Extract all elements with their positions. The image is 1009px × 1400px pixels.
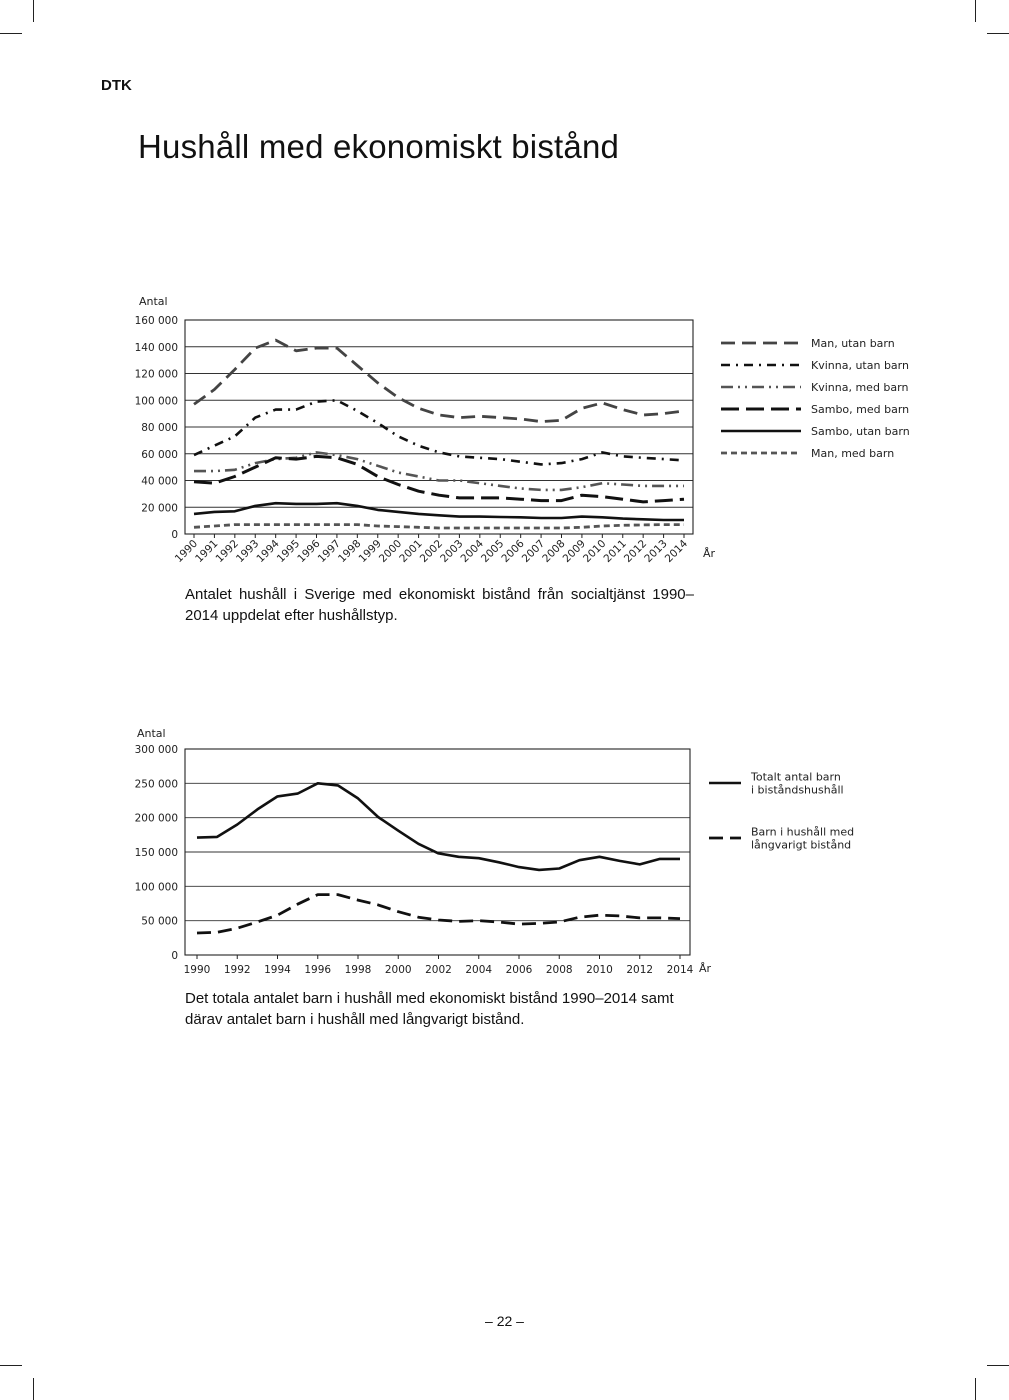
x-tick-label: 2006 <box>499 537 527 566</box>
x-tick-label: 1994 <box>264 964 291 976</box>
y-tick-label: 100 000 <box>134 881 178 894</box>
x-tick-label: 2011 <box>601 537 629 566</box>
x-axis-label: År <box>699 962 712 975</box>
legend-label: Man, utan barn <box>811 337 895 350</box>
x-tick-label: 2002 <box>425 964 452 976</box>
x-tick-label: 2007 <box>519 537 548 566</box>
x-tick-label: 1992 <box>213 537 241 566</box>
x-tick-label: 2010 <box>586 964 613 976</box>
legend-label: Sambo, utan barn <box>811 425 910 438</box>
x-tick-label: 1991 <box>193 537 221 566</box>
y-tick-label: 140 000 <box>134 341 178 354</box>
legend-label: Kvinna, med barn <box>811 381 909 394</box>
crop-mark <box>987 1365 1009 1366</box>
y-tick-label: 300 000 <box>134 744 178 756</box>
running-header: DTK <box>101 77 132 94</box>
x-tick-label: 2000 <box>376 537 405 566</box>
legend-label: Kvinna, utan barn <box>811 359 909 372</box>
y-tick-label: 200 000 <box>134 812 178 825</box>
x-tick-label: 1998 <box>336 537 364 566</box>
x-tick-label: 2008 <box>540 537 568 566</box>
x-axis-label: År <box>703 547 716 560</box>
y-tick-label: 0 <box>171 529 178 541</box>
page-title: Hushåll med ekonomiskt bistånd <box>138 128 620 165</box>
legend-label: långvarigt bistånd <box>751 838 852 852</box>
y-tick-label: 40 000 <box>141 475 178 488</box>
y-tick-label: 80 000 <box>141 422 178 434</box>
x-tick-label: 2004 <box>458 537 486 566</box>
y-tick-label: 0 <box>171 950 178 962</box>
y-tick-label: 60 000 <box>141 448 178 461</box>
y-tick-label: 50 000 <box>141 915 178 928</box>
x-tick-label: 2000 <box>384 964 412 976</box>
y-axis-label: Antal <box>139 295 168 308</box>
x-tick-label: 1990 <box>183 964 211 976</box>
y-axis-label: Antal <box>137 727 166 740</box>
series-line <box>197 895 680 933</box>
x-tick-label: 2013 <box>642 537 670 566</box>
x-tick-label: 2002 <box>417 537 446 566</box>
x-tick-label: 1990 <box>172 537 201 566</box>
x-tick-label: 2001 <box>397 537 425 566</box>
x-tick-label: 2012 <box>626 964 654 976</box>
y-tick-label: 160 000 <box>134 315 178 327</box>
x-tick-label: 2004 <box>465 964 493 976</box>
x-tick-label: 1995 <box>274 537 303 566</box>
x-tick-label: 2014 <box>662 537 691 566</box>
x-tick-label: 1992 <box>223 964 251 976</box>
x-tick-label: 1997 <box>315 537 344 566</box>
x-tick-label: 2006 <box>505 964 533 976</box>
crop-mark <box>0 1365 22 1366</box>
y-tick-label: 120 000 <box>134 368 178 381</box>
legend-label: Sambo, med barn <box>811 403 910 416</box>
legend-label: Man, med barn <box>811 447 895 460</box>
legend-label: Barn i hushåll med <box>751 825 855 839</box>
x-tick-label: 2014 <box>666 964 694 976</box>
x-tick-label: 2012 <box>621 537 650 566</box>
x-tick-label: 2008 <box>545 964 573 976</box>
x-tick-label: 1993 <box>233 537 262 566</box>
legend-label: i biståndshushåll <box>751 783 844 797</box>
legend-label: Totalt antal barn <box>751 770 841 784</box>
x-tick-label: 2005 <box>478 537 507 566</box>
x-tick-label: 2003 <box>438 537 466 566</box>
page-number: – 22 – <box>485 1313 524 1329</box>
x-tick-label: 1998 <box>344 964 372 976</box>
y-tick-label: 100 000 <box>134 395 178 408</box>
y-tick-label: 150 000 <box>134 847 178 859</box>
crop-mark <box>975 1378 976 1400</box>
series-line <box>197 783 680 870</box>
chart1-caption: Antalet hushåll i Sverige med ekonomiskt bistånd från socialtjänst 1990–2014 uppdelat efter hushållstyp. <box>185 586 694 624</box>
crop-mark <box>33 1378 34 1400</box>
y-tick-label: 250 000 <box>134 778 178 791</box>
x-tick-label: 1999 <box>356 537 384 566</box>
x-tick-label: 1994 <box>254 537 282 566</box>
x-tick-label: 2010 <box>581 537 609 566</box>
x-tick-label: 1996 <box>304 964 332 976</box>
y-tick-label: 20 000 <box>141 502 178 515</box>
chart2-caption: Det totala antalet barn i hushåll med ekonomiskt bistånd 1990–2014 samt därav antalet barn i hushåll med långvarigt bistånd. <box>185 990 674 1028</box>
x-tick-label: 1996 <box>295 537 323 566</box>
x-tick-label: 2009 <box>560 537 589 566</box>
